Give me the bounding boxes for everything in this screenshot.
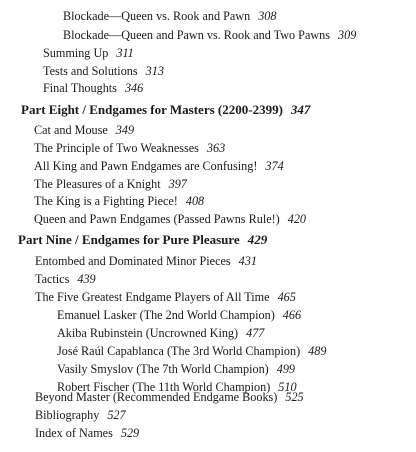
toc-entry-title: Final Thoughts	[43, 81, 117, 95]
toc-entry-page: 311	[116, 46, 134, 60]
toc-entry-page: 313	[145, 64, 164, 78]
toc-entry	[63, 27, 356, 43]
toc-entry	[35, 289, 296, 305]
toc-entry-page: 489	[308, 344, 327, 358]
toc-entry-page: 363	[206, 141, 226, 155]
toc-entry-title: The King is a Fighting Piece!	[34, 194, 178, 208]
toc-entry-title: The Five Greatest Endgame Players of All Time	[35, 290, 270, 304]
toc-entry-title: Blockade—Queen vs. Rook and Pawn	[63, 9, 251, 23]
toc-entry	[34, 176, 187, 192]
toc-entry	[57, 343, 326, 359]
toc-entry-page: 527	[107, 408, 126, 422]
toc-entry-title: Cat and Mouse	[34, 123, 108, 137]
toc-entry-page: 510	[278, 380, 297, 394]
toc-entry-page: 349	[115, 123, 135, 137]
toc-entry-page: 408	[185, 194, 205, 208]
toc-entry-page: 477	[246, 326, 265, 340]
part-heading-page: 347	[290, 102, 311, 117]
toc-entry-title: The Principle of Two Weaknesses	[34, 141, 199, 155]
toc-entry-title: Tests and Solutions	[43, 64, 138, 78]
toc-entry-page: 525	[285, 390, 304, 404]
toc-entry-title: Emanuel Lasker (The 2nd World Champion)	[57, 308, 275, 322]
toc-entry-title: Akiba Rubinstein (Uncrowned King)	[57, 326, 239, 340]
part-heading-title: Part Nine / Endgames for Pure Pleasure	[18, 232, 240, 247]
toc-entry-page: 309	[338, 28, 357, 42]
toc-entry-page: 465	[277, 290, 296, 304]
part-heading-page: 429	[247, 232, 268, 247]
toc-entry-title: Queen and Pawn Endgames (Passed Pawns Rule!)	[34, 212, 280, 226]
toc-entry-page: 308	[258, 9, 277, 23]
toc-entry	[35, 253, 257, 269]
toc-entry-page: 431	[238, 254, 257, 268]
toc-entry	[57, 325, 264, 341]
toc-entry	[63, 8, 276, 24]
toc-entry	[43, 63, 164, 79]
toc-entry	[35, 425, 139, 441]
toc-entry-title: All King and Pawn Endgames are Confusing!	[34, 159, 258, 173]
toc-entry	[35, 389, 304, 405]
toc-entry	[34, 122, 134, 138]
toc-entry-title: Summing Up	[43, 46, 109, 60]
toc-entry	[43, 80, 143, 96]
toc-entry-page: 466	[282, 308, 302, 322]
toc-entry	[57, 307, 301, 323]
toc-entry-title: Vasily Smyslov (The 7th World Champion)	[57, 362, 269, 376]
toc-entry-title: Index of Names	[35, 426, 113, 440]
toc-entry-title: Beyond Master (Recommended Endgame Books)	[35, 390, 278, 404]
toc-entry-title: The Pleasures of a Knight	[34, 177, 161, 191]
toc-entry-title: José Raúl Capablanca (The 3rd World Champion)	[57, 344, 301, 358]
toc-entry-page: 529	[120, 426, 140, 440]
toc-entry	[34, 211, 306, 227]
toc-entry-page: 420	[287, 212, 307, 226]
part-heading-title: Part Eight / Endgames for Masters (2200-2399)	[21, 102, 283, 117]
toc-entry	[35, 271, 96, 287]
toc-entry	[57, 361, 295, 377]
toc-entry-page: 374	[265, 159, 284, 173]
toc-entry	[35, 407, 126, 423]
toc-entry-title: Bibliography	[35, 408, 100, 422]
toc-entry	[34, 140, 225, 156]
toc-entry-title: Blockade—Queen and Pawn vs. Rook and Two Pawns	[63, 28, 331, 42]
toc-entry-title: Tactics	[35, 272, 70, 286]
toc-entry	[43, 45, 134, 61]
toc-entry-title: Robert Fischer (The 11th World Champion)	[57, 380, 271, 394]
toc-entry	[34, 158, 284, 174]
toc-entry	[34, 193, 204, 209]
toc-entry-title: Entombed and Dominated Minor Pieces	[35, 254, 231, 268]
part-heading	[18, 232, 267, 248]
toc-entry-page: 346	[124, 81, 144, 95]
toc-entry-page: 397	[168, 177, 187, 191]
toc-entry-page: 439	[77, 272, 96, 286]
toc-entry-page: 499	[276, 362, 296, 376]
part-heading	[21, 102, 310, 118]
